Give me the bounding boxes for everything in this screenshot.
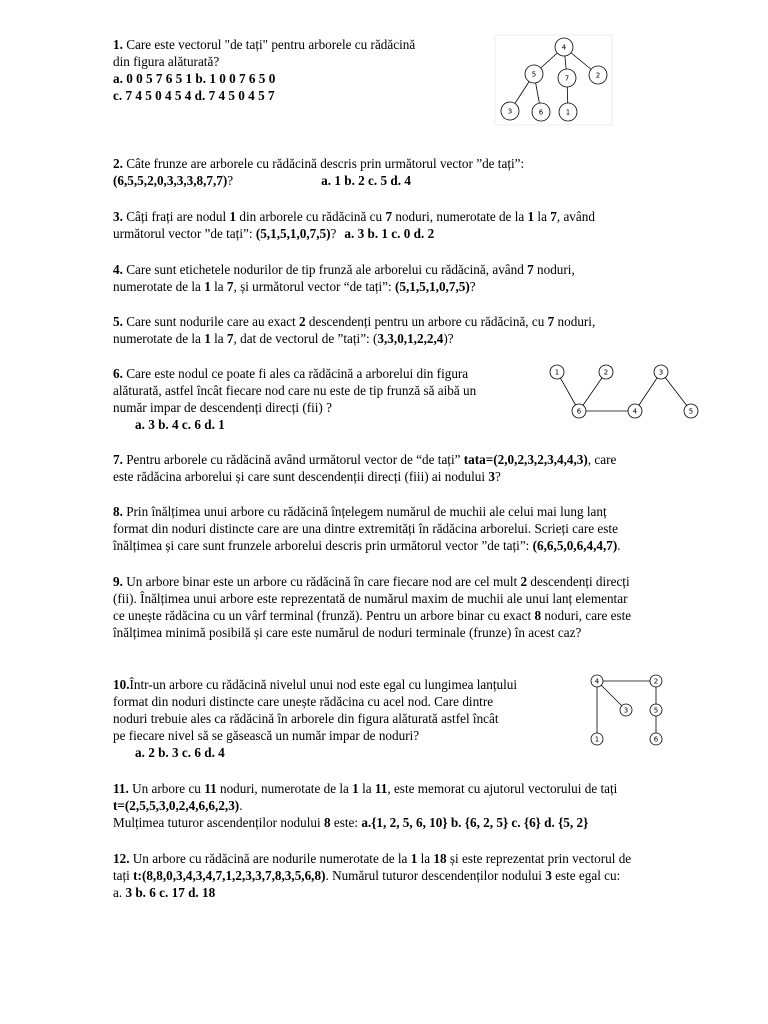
q10-text-line1: Într-un arbore cu rădăcină nivelul unui nod este egal cu lungimea lanțului — [129, 677, 518, 692]
svg-text:7: 7 — [564, 74, 570, 83]
q1-node — [589, 66, 607, 84]
question-1 — [113, 36, 415, 104]
svg-text:2: 2 — [653, 677, 659, 686]
q11-text: la — [358, 781, 375, 796]
q6-node — [684, 404, 698, 418]
question-6 — [113, 365, 476, 433]
q9-text: descendenți direcți — [527, 574, 630, 589]
svg-text:5: 5 — [531, 70, 537, 79]
q11-text: este: — [330, 815, 362, 830]
q2-options: a. 1 b. 2 c. 5 d. 4 — [321, 173, 411, 188]
q10-node — [650, 733, 662, 745]
svg-text:6: 6 — [538, 108, 544, 117]
q11-options: a.{1, 2, 5, 6, 10} b. {6, 2, 5} c. {6} d. {5, 2} — [361, 815, 589, 830]
q10-graph-figure — [586, 670, 668, 750]
q6-node — [550, 365, 564, 379]
q11-bold: 8 — [323, 815, 331, 830]
q9-text-line2: (fii). Înălțimea unui arbore este reprezentată de numărul maxim de muchii ale unui lanț elementar — [113, 591, 628, 606]
q6-node — [654, 365, 668, 379]
q11-vector: t=(2,5,5,3,0,2,4,6,6,2,3) — [113, 798, 240, 813]
q4-text: ? — [469, 279, 476, 294]
q7-vector: tata=(2,0,2,3,2,3,4,4,3) — [463, 452, 588, 467]
q4-text: la — [210, 279, 227, 294]
svg-text:1: 1 — [565, 108, 571, 117]
svg-text:6: 6 — [653, 735, 659, 744]
q7-text: Pentru arborele cu rădăcină având următorul vector de “de tați” — [122, 452, 464, 467]
q11-text: noduri, numerotate de la — [216, 781, 353, 796]
svg-text:2: 2 — [603, 368, 609, 377]
q10-options: a. 2 b. 3 c. 6 d. 4 — [135, 745, 225, 760]
q1-node — [555, 38, 573, 56]
q1-node — [532, 103, 550, 121]
q4-text: numerotate de la — [113, 279, 205, 294]
q3-text: Câți frați are nodul — [122, 209, 230, 224]
q3-options: a. 3 b. 1 c. 0 d. 2 — [344, 226, 435, 241]
q4-text: , și următorul vector “de tați”: — [233, 279, 395, 294]
q12-text: tați — [113, 868, 134, 883]
q5-text: la — [210, 331, 227, 346]
svg-text:3: 3 — [507, 107, 513, 116]
svg-text:3: 3 — [623, 706, 629, 715]
q1-options-cd: c. 7 4 5 0 4 5 4 d. 7 4 5 0 4 5 7 — [113, 88, 275, 103]
q11-number: 11. — [113, 781, 129, 796]
question-10 — [113, 676, 517, 761]
q9-text: Un arbore binar este un arbore cu rădăcină în care fiecare nod are cel mult — [122, 574, 521, 589]
q3-vector: (5,1,5,1,0,7,5) — [255, 226, 331, 241]
q10-text-line3: noduri trebuie ales ca rădăcină în arborele din figura alăturată astfel încât — [113, 711, 499, 726]
q12-vector: t:(8,8,0,3,4,3,4,7,1,2,3,3,7,8,3,5,6,8) — [133, 868, 326, 883]
q5-vector: 3,3,0,1,2,2,4 — [377, 331, 444, 346]
q11-bold: 11 — [374, 781, 388, 796]
q12-options: 3 b. 6 c. 17 d. 18 — [125, 885, 216, 900]
q4-bold: 7 — [226, 279, 234, 294]
q9-text-line4: înălțimea minimă posibilă și care este numărul de noduri terminale (frunze) în acest caz? — [113, 625, 582, 640]
q6-node — [572, 404, 586, 418]
q1-text-line2: din figura alăturată? — [113, 54, 220, 69]
q10-node — [591, 733, 603, 745]
svg-text:5: 5 — [653, 706, 659, 715]
q6-node — [628, 404, 642, 418]
q12-bold: 1 — [410, 851, 418, 866]
q2-number: 2. — [113, 156, 123, 171]
q12-text: . Numărul tuturor descendenților nodului — [325, 868, 546, 883]
q5-bold: 1 — [204, 331, 211, 346]
q1-text-line1: Care este vectorul "de tați" pentru arborele cu rădăcină — [122, 37, 416, 52]
q3-text: la — [534, 209, 551, 224]
svg-text:5: 5 — [688, 407, 694, 416]
q12-text: la — [417, 851, 434, 866]
svg-text:1: 1 — [594, 735, 600, 744]
q8-text-line1: Prin înălțimea unui arbore cu rădăcină înțelegem numărul de muchii ale celui mai lung lanț — [122, 504, 607, 519]
q8-vector: (6,6,5,0,6,4,4,7) — [532, 538, 618, 553]
q7-bold: 3 — [488, 469, 495, 484]
q4-bold: 1 — [204, 279, 211, 294]
q1-node — [525, 65, 543, 83]
q5-text: , dat de vectorul de ”tați”: ( — [233, 331, 378, 346]
q10-node — [650, 704, 662, 716]
q8-number: 8. — [113, 504, 123, 519]
q3-text: din arborele cu rădăcină cu — [236, 209, 386, 224]
q12-text: a. — [113, 885, 126, 900]
svg-text:3: 3 — [658, 368, 664, 377]
q12-bold: 3 — [545, 868, 552, 883]
q1-node — [501, 102, 519, 120]
q3-text: , având — [556, 209, 595, 224]
q9-text: noduri, care este — [541, 608, 632, 623]
q10-number: 10. — [113, 677, 130, 692]
q12-bold: 18 — [433, 851, 447, 866]
question-9 — [113, 573, 631, 641]
q10-node — [650, 675, 662, 687]
q8-text-line2: format din noduri distincte care are una dintre extremități în rădăcina arborelui. Scrieți care este — [113, 521, 618, 536]
q3-bold: 1 — [229, 209, 237, 224]
svg-text:4: 4 — [594, 677, 600, 686]
q10-node — [620, 704, 632, 716]
q1-number: 1. — [113, 37, 123, 52]
q10-text-line4: pe fiecare nivel să se găsească un număr impar de noduri? — [113, 728, 420, 743]
q12-number: 12. — [113, 851, 130, 866]
q5-text: )? — [443, 331, 454, 346]
q10-text-line2: format din noduri distincte care unește rădăcina cu acel nod. Care dintre — [113, 694, 494, 709]
svg-text:4: 4 — [561, 43, 567, 52]
q6-text-line2: alăturată, astfel încât fiecare nod care nu este de tip frunză să aibă un — [113, 383, 477, 398]
q5-text: numerotate de la — [113, 331, 205, 346]
q11-text: . — [239, 798, 243, 813]
q1-options-ab: a. 0 0 5 7 6 5 1 b. 1 0 0 7 6 5 0 — [113, 71, 276, 86]
q6-text-line1: Care este nodul ce poate fi ales ca rădăcină a arborelui din figura — [122, 366, 469, 381]
q3-number: 3. — [113, 209, 123, 224]
q5-text: descendenți pentru un arbore cu rădăcină, cu — [305, 314, 548, 329]
q6-options: a. 3 b. 4 c. 6 d. 1 — [135, 417, 225, 432]
q3-bold: 7 — [385, 209, 393, 224]
q9-bold: 2 — [520, 574, 528, 589]
q3-text: noduri, numerotate de la — [392, 209, 528, 224]
q6-graph-figure — [546, 358, 706, 424]
q11-text: Mulțimea tuturor ascendenților nodului — [113, 815, 324, 830]
q9-bold: 8 — [534, 608, 542, 623]
q4-bold: 7 — [527, 262, 534, 277]
svg-text:6: 6 — [576, 407, 582, 416]
q5-bold: 7 — [547, 314, 555, 329]
q12-text: și este reprezentat prin vectorul de — [446, 851, 632, 866]
q1-node — [558, 69, 576, 87]
q10-node — [591, 675, 603, 687]
q8-text: înălțimea și care sunt frunzele arborelui descris prin următorul vector ”de tați”: — [113, 538, 533, 553]
q4-text: Care sunt etichetele nodurilor de tip frunză ale arborelui cu rădăcină, având — [122, 262, 528, 277]
q4-vector: (5,1,5,1,0,7,5) — [395, 279, 470, 294]
q2-vector: (6,5,5,2,0,3,3,3,8,7,7) — [113, 173, 228, 188]
q11-bold: 1 — [352, 781, 359, 796]
q5-text: Care sunt nodurile care au exact — [122, 314, 300, 329]
q9-number: 9. — [113, 574, 123, 589]
q12-text: Un arbore cu rădăcină are nodurile numerotate de la — [129, 851, 411, 866]
q3-bold: 7 — [550, 209, 557, 224]
q6-text-line3: număr impar de descendenți direcți (fii) ? — [113, 400, 332, 415]
question-3 — [113, 208, 595, 242]
q9-text: ce unește rădăcina cu un vârf terminal (frunză). Pentru un arbore binar cu exact — [113, 608, 535, 623]
q3-text: ? — [330, 226, 337, 241]
question-4 — [113, 261, 575, 295]
svg-text:4: 4 — [632, 407, 638, 416]
q5-text: noduri, — [554, 314, 596, 329]
q6-number: 6. — [113, 366, 123, 381]
q5-bold: 7 — [226, 331, 234, 346]
question-5 — [113, 313, 595, 347]
q3-text: următorul vector ”de tați”: — [113, 226, 256, 241]
question-12 — [113, 850, 631, 901]
q7-text: ? — [494, 469, 501, 484]
svg-text:2: 2 — [595, 71, 601, 80]
svg-text:1: 1 — [554, 368, 560, 377]
q2-text: Câte frunze are arborele cu rădăcină descris prin următorul vector ”de tați”: — [122, 156, 525, 171]
q7-text: , care — [587, 452, 617, 467]
question-8 — [113, 503, 621, 554]
q4-number: 4. — [113, 262, 123, 277]
question-2 — [113, 155, 524, 189]
q1-node — [559, 103, 577, 121]
question-7 — [113, 451, 616, 485]
q5-bold: 2 — [299, 314, 306, 329]
question-11 — [113, 780, 617, 831]
q3-bold: 1 — [527, 209, 535, 224]
q11-text: , este memorat cu ajutorul vectorului de tați — [387, 781, 618, 796]
q7-text: este rădăcina arborelui și care sunt descendenții direcți (fiii) ai nodului — [113, 469, 489, 484]
q12-text: este egal cu: — [551, 868, 621, 883]
q8-text: . — [617, 538, 621, 553]
q11-text: Un arbore cu — [128, 781, 205, 796]
q4-text: noduri, — [533, 262, 575, 277]
q11-bold: 11 — [204, 781, 217, 796]
q2-qmark: ? — [227, 173, 234, 188]
q5-number: 5. — [113, 314, 123, 329]
q7-number: 7. — [113, 452, 123, 467]
q1-tree-figure — [494, 34, 614, 126]
q6-node — [599, 365, 613, 379]
